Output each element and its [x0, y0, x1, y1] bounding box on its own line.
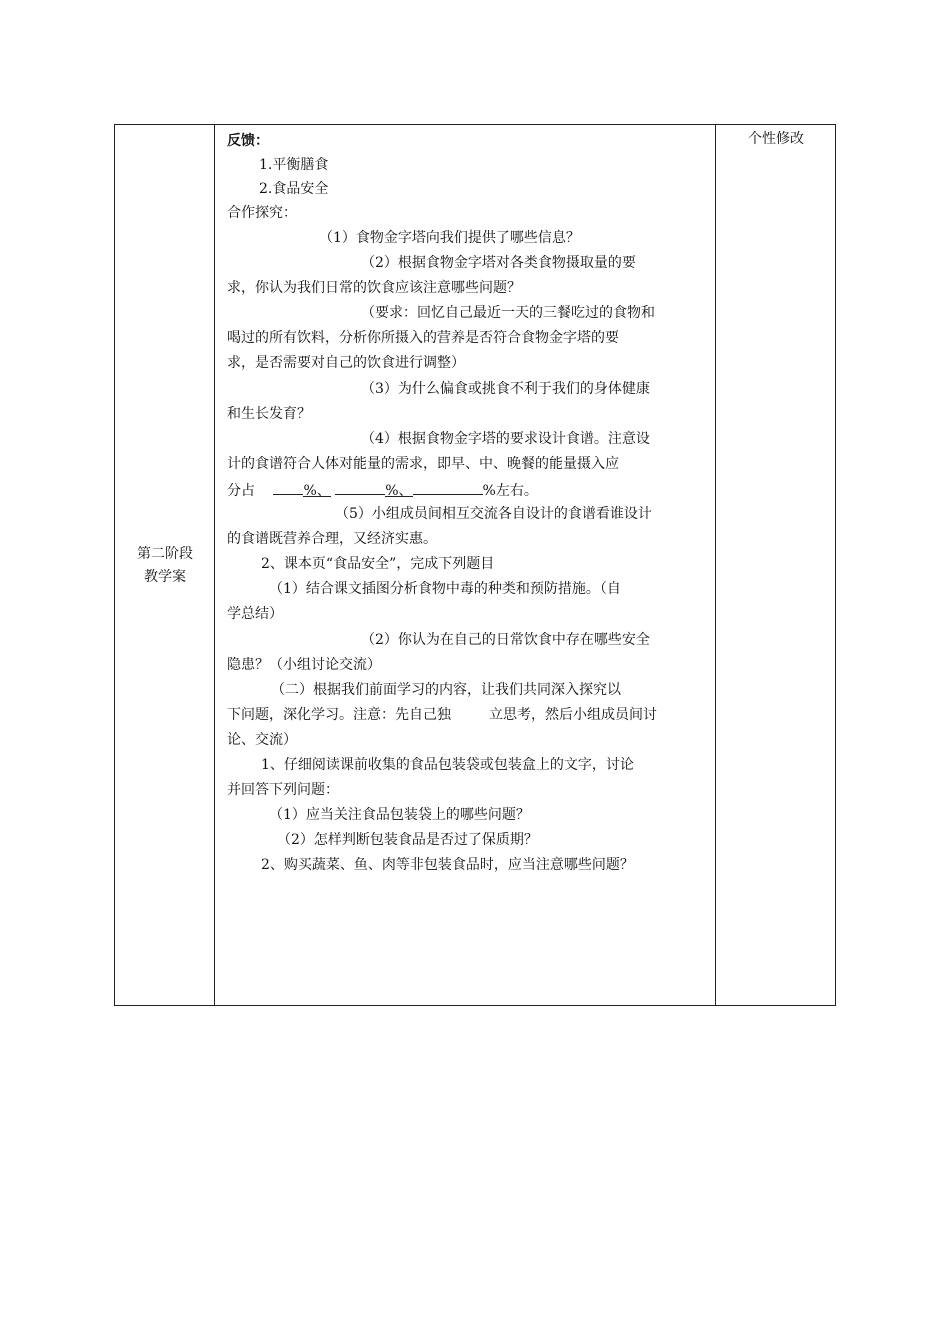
hazard-question-line1: （2）你认为在自己的日常饮食中存在哪些安全 [361, 632, 650, 648]
packaging-task-line2: 并回答下列问题： [227, 782, 339, 798]
pct-2: %、 [385, 483, 413, 499]
question-5-line2: 的食谱既营养合理，又经济实惠。 [227, 531, 437, 547]
packaging-question-1: （1）应当关注食品包装袋上的哪些问题？ [269, 807, 530, 823]
requirement-line2: 喝过的所有饮料，分析你所摄入的营养是否符合食物金字塔的要 [227, 330, 619, 346]
notes-column [715, 125, 835, 1005]
share-prefix: 分占 [227, 483, 255, 499]
stage-label-line1: 第二阶段 [137, 546, 193, 562]
question-5-line1: （5）小组成员间相互交流各自设计的食谱看谁设计 [335, 506, 652, 522]
pct-1: %、 [303, 483, 331, 499]
cooperative-heading: 合作探究： [227, 205, 297, 221]
part-two-line2 [227, 705, 657, 725]
unpackaged-food-question: 2、购买蔬菜、鱼、肉等非包装食品时，应当注意哪些问题？ [261, 857, 634, 873]
question-3-line1: （3）为什么偏食或挑食不利于我们的身体健康 [361, 381, 650, 397]
food-poisoning-line1: （1）结合课文插图分析食物中毒的种类和预防措施。（自 [269, 581, 621, 597]
part-two-line2-b: 立思考，然后小组成员间讨 [489, 707, 657, 723]
share-suffix: %左右。 [482, 483, 538, 499]
question-4-line2: 计的食谱符合人体对能量的需求，即早、中、晚餐的能量摄入应 [227, 456, 619, 472]
blank-breakfast [273, 479, 303, 495]
blank-lunch [335, 479, 385, 495]
question-4-line3 [227, 479, 538, 501]
part-two-line1: （二）根据我们前面学习的内容，让我们共同深入探究以 [271, 682, 621, 698]
feedback-item-1: 1.平衡膳食 [259, 157, 329, 173]
feedback-item-2: 2.食品安全 [259, 181, 329, 197]
stage-label-line2: 教学案 [144, 569, 186, 585]
notes-header: 个性修改 [748, 131, 804, 147]
requirement-line3: 求，是否需要对自己的饮食进行调整） [227, 355, 465, 371]
hazard-question-line2: 隐患？（小组讨论交流） [227, 657, 381, 673]
question-2-line1: （2）根据食物金字塔对各类食物摄取量的要 [361, 255, 636, 271]
question-1: （1）食物金字塔向我们提供了哪些信息？ [319, 230, 580, 246]
stage-label [115, 543, 215, 589]
stage-column [115, 125, 215, 1005]
packaging-question-2: （2）怎样判断包装食品是否过了保质期？ [277, 832, 538, 848]
part-two-line3: 论、交流） [227, 732, 297, 748]
question-4-line1: （4）根据食物金字塔的要求设计食谱。注意设 [361, 431, 650, 447]
food-poisoning-line2: 学总结） [227, 606, 283, 622]
textbook-task: 2、课本页“食品安全”，完成下列题目 [261, 556, 495, 572]
blank-dinner [413, 479, 483, 495]
question-2-line2: 求，你认为我们日常的饮食应该注意哪些问题？ [227, 280, 521, 296]
feedback-heading: 反馈： [227, 133, 269, 149]
question-3-line2: 和生长发育？ [227, 406, 311, 422]
lesson-table [114, 124, 836, 1006]
packaging-task-line1: 1、仔细阅读课前收集的食品包装袋或包装盒上的文字，讨论 [261, 757, 634, 773]
requirement-line1: （要求：回忆自己最近一天的三餐吃过的食物和 [361, 305, 655, 321]
part-two-line2-a: 下问题，深化学习。注意：先自己独 [227, 707, 451, 723]
